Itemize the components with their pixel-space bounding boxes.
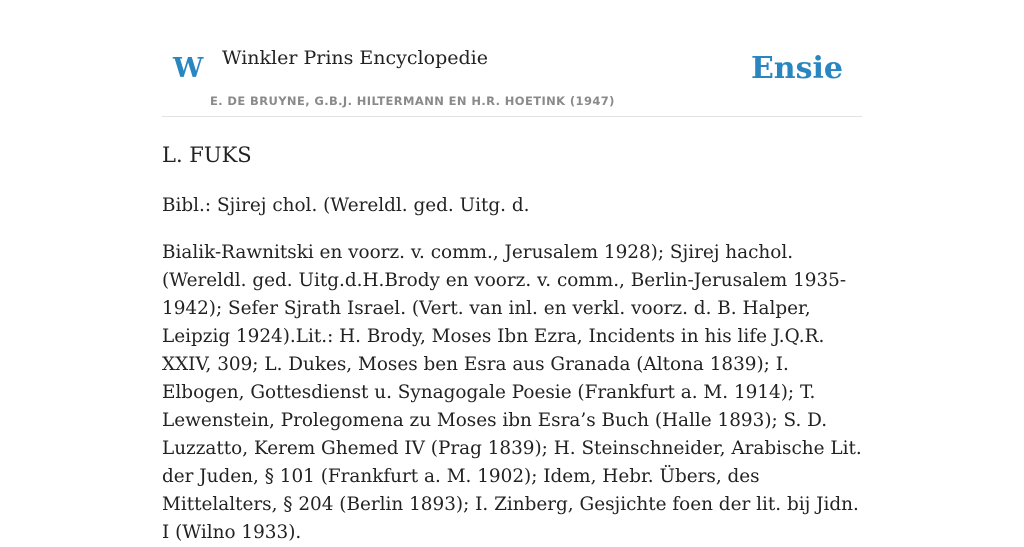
brand-logo[interactable]: Ensie — [750, 51, 843, 86]
article-paragraph: Bialik-Rawnitski en voorz. v. comm., Jerusalem 1928); Sjirej hachol. (Wereldl. ged. Uitg.d.H.Brody en voorz. v. comm., Berlin-Jerusalem 1935-1942); Sefer Sjrath Israel. (Vert. van inl. en verkl. voorz. d. B. Halper, Leipzig 1924).Lit.: H. Brody, Moses Ibn Ezra, Incidents in his life J.Q.R. XXIV, 309; L. Dukes, Moses ben Esra aus Granada (Altona 1839); I. Elbogen, Gottesdienst u. Synagogale Poesie (Frankfurt a. M. 1914); T. Lewenstein, Prolegomena zu Moses ibn Esra’s Buch (Halle 1893); S. D. Luzzatto, Kerem Ghemed IV (Prag 1839); H. Steinschneider, Arabische Lit. der Juden, § 101 (Frankfurt a. M. 1902); Idem, Hebr. Übers, des Mittelalters, § 204 (Berlin 1893); I. Zinberg, Gesjichte foen der lit. bij Jidn. I (Wilno 1933). — [162, 242, 862, 543]
article-paragraph: Bibl.: Sjirej chol. (Wereldl. ged. Uitg. d. — [162, 195, 530, 216]
site-title[interactable]: Winkler Prins Encyclopedie — [222, 47, 488, 69]
site-subtitle: E. DE BRUYNE, G.B.J. HILTERMANN EN H.R. HOETINK (1947) — [210, 94, 615, 108]
site-header — [162, 0, 862, 117]
site-logo-icon[interactable]: W — [173, 53, 204, 84]
page — [162, 0, 862, 543]
article-title: L. FUKS — [162, 143, 252, 167]
